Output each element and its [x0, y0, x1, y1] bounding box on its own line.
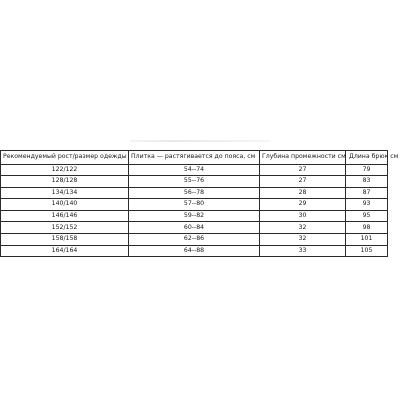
cell-waist: 57--80 [129, 199, 260, 211]
table-row [1, 199, 388, 211]
header-trouser-length: Длина брюк см [346, 151, 388, 165]
faded-caption-line [130, 140, 270, 142]
cell-length: 105 [346, 245, 388, 257]
cell-size: 140/140 [1, 199, 129, 211]
cell-size: 122/122 [1, 164, 129, 176]
cell-length: 83 [346, 176, 388, 188]
cell-length: 79 [346, 164, 388, 176]
table-row [1, 210, 388, 222]
cell-length: 95 [346, 210, 388, 222]
cell-waist: 54--74 [129, 164, 260, 176]
header-waist-stretch: Плитка — растягивается до пояса, см [129, 151, 260, 165]
table-header-row [1, 151, 388, 165]
cell-waist: 56--78 [129, 187, 260, 199]
cell-rise: 32 [260, 234, 346, 246]
cell-waist: 59--82 [129, 210, 260, 222]
header-rise-depth: Глубина промежности см [260, 151, 346, 165]
cell-rise: 27 [260, 164, 346, 176]
cell-waist: 55--76 [129, 176, 260, 188]
cell-rise: 29 [260, 199, 346, 211]
cell-waist: 64--88 [129, 245, 260, 257]
cell-rise: 32 [260, 222, 346, 234]
table-row [1, 164, 388, 176]
table-row [1, 187, 388, 199]
table-row [1, 234, 388, 246]
header-recommended-height-size: Рекомендуемый рост/размер одежды [1, 151, 129, 165]
cell-size: 128/128 [1, 176, 129, 188]
cell-rise: 33 [260, 245, 346, 257]
cell-waist: 62--86 [129, 234, 260, 246]
cell-size: 152/152 [1, 222, 129, 234]
cell-rise: 30 [260, 210, 346, 222]
size-chart-table [0, 150, 399, 257]
cell-length: 87 [346, 187, 388, 199]
cell-size: 146/146 [1, 210, 129, 222]
table-row [1, 222, 388, 234]
cell-size: 158/158 [1, 234, 129, 246]
cell-length: 101 [346, 234, 388, 246]
cell-size: 134/134 [1, 187, 129, 199]
cell-size: 164/164 [1, 245, 129, 257]
cell-length: 93 [346, 199, 388, 211]
cell-rise: 28 [260, 187, 346, 199]
cell-rise: 27 [260, 176, 346, 188]
cell-waist: 60--84 [129, 222, 260, 234]
cell-length: 98 [346, 222, 388, 234]
table-row [1, 176, 388, 188]
table-row [1, 245, 388, 257]
